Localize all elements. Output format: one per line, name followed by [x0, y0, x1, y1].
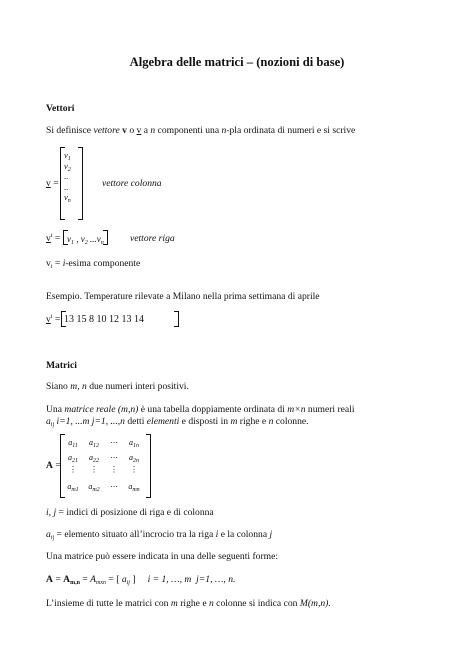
matrix-cell: $a_{21}$: [68, 453, 78, 464]
component-definition: $v_i$ = i-esima componente: [46, 258, 141, 270]
matrix-cell: ⋮: [110, 465, 118, 474]
row-vector-content: $v_1$ , $v_2$ $...v_n$: [67, 234, 104, 246]
column-vector-entry: $v_n$: [64, 192, 71, 204]
column-vector-entry: $v_1$: [64, 150, 71, 162]
matrix-cell: ⋯: [110, 482, 118, 491]
matrix-cell: ⋮: [90, 465, 98, 474]
matrix-cell: $a_{1n}$: [129, 438, 139, 449]
row-vector-right-bracket: [103, 230, 108, 245]
column-vector-entry: ..: [64, 181, 69, 192]
example-text: Esempio. Temperature rilevate a Milano nella prima settimana di aprile: [46, 291, 320, 302]
column-vector-entry: ..: [64, 171, 69, 181]
vector-definition: Si definisce vettore v o v a n componenti una n-pla ordinata di numeri e si scrive: [46, 125, 356, 136]
column-vector-caption: vettore colonna: [102, 178, 162, 189]
matrix-right-bracket: [146, 434, 151, 498]
column-vector-entries: [64, 150, 78, 203]
section-heading-matrici: Matrici: [46, 360, 77, 371]
forms-intro: Una matrice può essere indicata in una delle seguenti forme:: [46, 551, 279, 562]
document-title: Algebra delle matrici – (nozioni di base): [129, 55, 345, 69]
indices-definition: i, j = indici di posizione di riga e di colonna: [46, 507, 214, 518]
matrix-forms: $A = A_{m,n} = A_{mxn}$ = [ $a_{ij}$ ] i = 1, …, m j=1, …, n.: [46, 574, 236, 586]
matrix-definition-line2: $a_{ij}$ i=1, ...m j=1, ...,n detti elementi e disposti in m righe e n colonne.: [46, 416, 309, 428]
matrix-cell: $a_{2n}$: [129, 453, 139, 464]
matrix-cell: $a_{12}$: [89, 438, 99, 449]
matrix-cell: $a_{22}$: [89, 453, 99, 464]
example-vector-right-bracket: [174, 311, 179, 327]
matrix-cell: $a_{11}$: [68, 438, 78, 449]
matrix-cell: $a_{m1}$: [67, 482, 79, 493]
row-vector-caption: vettore riga: [130, 233, 175, 244]
matrix-cell: ⋯: [110, 438, 118, 447]
matrix-cell: $a_{m2}$: [88, 482, 100, 493]
example-vector-label: $v^t$ =: [46, 314, 61, 325]
matrix-cell: $a_{mn}$: [128, 482, 140, 493]
column-vector-label: v =: [46, 178, 59, 189]
example-vector-values: 13 15 8 10 12 13 14: [64, 314, 144, 325]
row-vector-label: $v^t$ =: [46, 233, 61, 244]
matrix-cell: ⋮: [130, 465, 138, 474]
matrix-cell: ⋮: [69, 465, 77, 474]
matrix-set-definition: L’insieme di tutte le matrici con m righe e n colonne si indica con M(m,n).: [46, 598, 331, 609]
matrix-definition-line1: Una matrice reale (m,n) è una tabella doppiamente ordinata di m×n numeri reali: [46, 404, 355, 415]
matrix-cell: ⋯: [110, 453, 118, 462]
section-heading-vettori: Vettori: [46, 103, 75, 114]
column-vector-entry: $v_2$: [64, 160, 71, 173]
matrix-label: A =: [46, 460, 61, 471]
column-vector-right-bracket: [78, 147, 83, 220]
matrici-intro: Siano m, n due numeri interi positivi.: [46, 381, 189, 392]
element-definition: $a_{ij}$ = elemento situato all’incrocio tra la riga i e la colonna j: [46, 529, 273, 541]
